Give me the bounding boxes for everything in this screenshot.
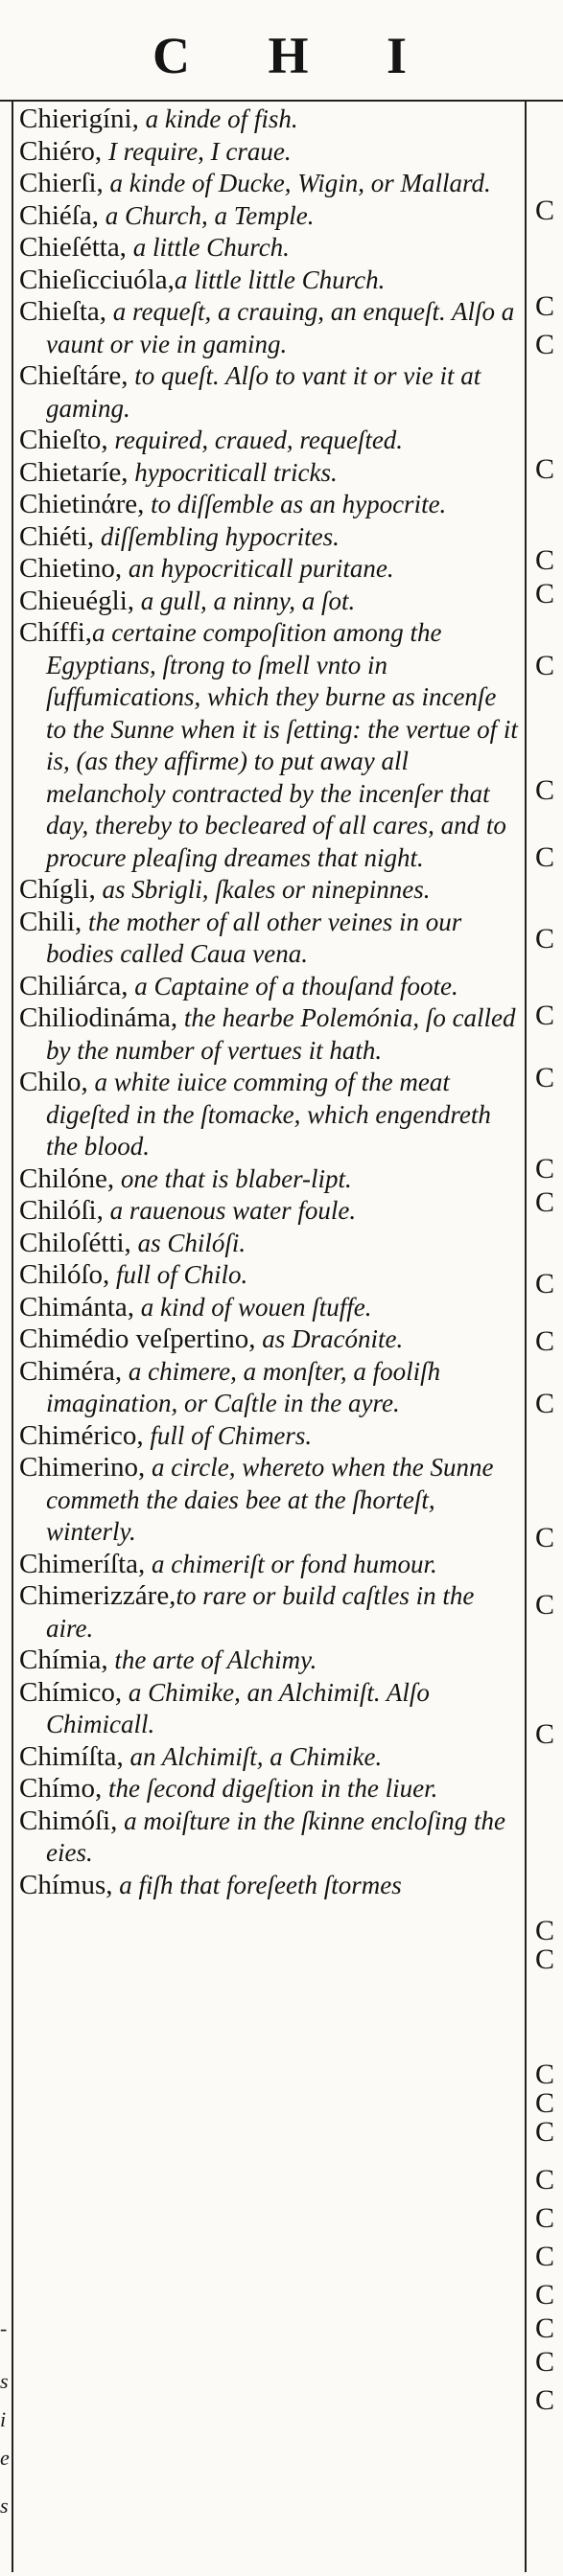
column-rule-right bbox=[525, 102, 527, 2572]
entry-definition: as Sbrigli, ſkales or ninepinnes. bbox=[95, 875, 431, 904]
entry-headword: Chiliárca, bbox=[19, 970, 129, 1001]
dictionary-entry bbox=[19, 1580, 518, 1644]
entry-headword: Chietino, bbox=[19, 553, 123, 584]
entry-headword: Chietinάre, bbox=[19, 489, 145, 519]
right-margin-letter: C bbox=[535, 2384, 555, 2416]
entry-definition: I require, I craue. bbox=[102, 136, 292, 166]
dictionary-entry bbox=[19, 521, 518, 554]
entry-headword: Chímo, bbox=[19, 1773, 103, 1804]
right-margin-letter: C bbox=[535, 578, 555, 610]
right-margin-letter: C bbox=[535, 2241, 555, 2272]
entry-headword: Chimíſta, bbox=[19, 1740, 124, 1772]
entry-definition: as Chilóſi. bbox=[130, 1228, 246, 1257]
left-margin-mark: s bbox=[0, 2369, 9, 2393]
entry-headword: Chiéro, bbox=[19, 135, 103, 167]
entry-headword: Chimánta, bbox=[19, 1291, 135, 1322]
dictionary-entry bbox=[19, 1549, 518, 1581]
dictionary-entry bbox=[19, 489, 518, 521]
dictionary-entry bbox=[19, 1259, 518, 1292]
right-margin-letter: C bbox=[535, 329, 555, 360]
entry-definition: full of Chimers. bbox=[143, 1420, 313, 1450]
dictionary-entry bbox=[19, 232, 518, 264]
right-margin-letter: C bbox=[535, 1915, 555, 1946]
right-margin-letter: C bbox=[535, 2087, 555, 2119]
left-margin-mark: s bbox=[0, 2494, 9, 2518]
entry-definition: a certaine compoſition among the Egyptians, ſtrong to ſmell vnto in ſuffumications, which they burne as incenſe to the Sunne when it is ſetting: the vertue of it is, (as they affirme) to put away all melancholy contracted by the incenſer that day, thereby to becleared of all cares, and to procure pleaſing dreames that night. bbox=[46, 618, 518, 872]
entry-definition: a kinde of fish. bbox=[138, 104, 298, 133]
entry-headword: Chiméra, bbox=[19, 1355, 123, 1387]
dictionary-entry bbox=[19, 425, 518, 457]
dictionary-entry bbox=[19, 104, 518, 136]
entry-definition: the mother of all other veines in our bodies called Caua vena. bbox=[46, 907, 462, 968]
entry-headword: Chimeríſta, bbox=[19, 1548, 146, 1579]
entry-headword: Chiloſétti, bbox=[19, 1227, 131, 1258]
right-margin-letter: C bbox=[535, 2116, 555, 2148]
right-margin-letter: C bbox=[535, 1589, 555, 1621]
entry-headword: Chierſi, bbox=[19, 168, 104, 198]
dictionary-entry bbox=[19, 617, 518, 874]
right-margin-letter: C bbox=[535, 1000, 555, 1031]
right-margin-letter: C bbox=[535, 2346, 555, 2378]
entry-definition: a fiſh that foreſeeth ſtormes bbox=[112, 1870, 402, 1899]
left-margin-mark: - bbox=[0, 2316, 8, 2340]
dictionary-entry bbox=[19, 907, 518, 971]
entry-definition: a little Church. bbox=[126, 233, 290, 262]
entry-definition: diſſembling hypocrites. bbox=[94, 521, 340, 551]
dictionary-entry bbox=[19, 1163, 518, 1196]
entry-definition: a chimeriſt or fond humour. bbox=[145, 1549, 437, 1578]
right-margin-letter: C bbox=[535, 1718, 555, 1750]
entry-definition: full of Chilo. bbox=[109, 1260, 248, 1289]
entry-definition: a rauenous water foule. bbox=[103, 1196, 357, 1225]
dictionary-entry bbox=[19, 971, 518, 1003]
right-margin-letter: C bbox=[535, 2279, 555, 2311]
left-margin-mark: e bbox=[0, 2446, 10, 2470]
right-margin-letter: C bbox=[535, 1944, 555, 1975]
dictionary-entry bbox=[19, 1870, 518, 1902]
entry-list bbox=[19, 104, 518, 1901]
right-margin-letter: C bbox=[535, 2202, 555, 2234]
entry-definition: a white iuice comming of the meat digeſted in the ſtomacke, which engendreth the blood. bbox=[46, 1068, 491, 1161]
entry-definition: to rare or build caſtles in the aire. bbox=[46, 1581, 475, 1643]
entry-definition: a Church, a Temple. bbox=[98, 200, 315, 230]
entry-headword: Chilóſo, bbox=[19, 1259, 110, 1290]
entry-headword: Chiéti, bbox=[19, 520, 95, 552]
entry-definition: to queſt. Alſo to vant it or vie it at gaming. bbox=[46, 361, 481, 423]
dictionary-entry bbox=[19, 200, 518, 233]
dictionary-entry bbox=[19, 1420, 518, 1453]
entry-definition: as Dracónite. bbox=[255, 1324, 404, 1353]
dictionary-entry bbox=[19, 1195, 518, 1228]
entry-definition: an Alchimiſt, a Chimike. bbox=[123, 1741, 383, 1771]
entry-headword: Chieſtáre, bbox=[19, 360, 129, 391]
entry-headword: Chimóſi, bbox=[19, 1805, 118, 1836]
right-margin-letter: C bbox=[535, 1062, 555, 1093]
entry-headword: Chilóne, bbox=[19, 1162, 115, 1194]
dictionary-entry bbox=[19, 457, 518, 490]
dictionary-entry bbox=[19, 1806, 518, 1870]
right-margin-letter: C bbox=[535, 1268, 555, 1300]
right-margin-letter: C bbox=[535, 1522, 555, 1553]
dictionary-entry bbox=[19, 296, 518, 360]
dictionary-entry bbox=[19, 1773, 518, 1806]
dictionary-entry bbox=[19, 553, 518, 586]
right-margin-letter: C bbox=[535, 2164, 555, 2196]
entry-headword: Chieuégli, bbox=[19, 585, 135, 616]
entry-headword: Chietaríe, bbox=[19, 456, 129, 488]
right-margin-letter: C bbox=[535, 2312, 555, 2344]
dictionary-entry bbox=[19, 1741, 518, 1774]
entry-headword: Chíffi, bbox=[19, 617, 92, 648]
entry-headword: Chimérico, bbox=[19, 1419, 144, 1451]
right-margin-letter: C bbox=[535, 774, 555, 806]
dictionary-entry bbox=[19, 874, 518, 907]
right-margin-letter: C bbox=[535, 841, 555, 873]
right-margin-letter: C bbox=[535, 923, 555, 954]
dictionary-entry bbox=[19, 168, 518, 200]
left-margin-mark: i bbox=[0, 2407, 7, 2431]
entry-definition: a moiſture in the ſkinne encloſing the eies. bbox=[46, 1806, 505, 1867]
entry-definition: a chimere, a monſter, a fooliſh imagination, or Caſtle in the ayre. bbox=[46, 1356, 441, 1417]
right-margin-letter: C bbox=[535, 195, 555, 226]
right-margin-letter: C bbox=[535, 453, 555, 485]
entry-headword: Chimédio veſpertino, bbox=[19, 1323, 256, 1354]
right-margin-letter: C bbox=[535, 290, 555, 322]
dictionary-entry bbox=[19, 1644, 518, 1677]
entry-headword: Chímus, bbox=[19, 1869, 113, 1900]
entry-definition: an hypocriticall puritane. bbox=[122, 554, 394, 583]
entry-headword: Chimerino, bbox=[19, 1452, 146, 1483]
column-rule-left bbox=[12, 102, 13, 2572]
entry-definition: a kinde of Ducke, Wigin, or Mallard. bbox=[103, 169, 491, 197]
entry-headword: Chieſta, bbox=[19, 296, 107, 327]
right-margin-letter: C bbox=[535, 650, 555, 681]
entry-headword: Chili, bbox=[19, 906, 82, 937]
running-title: C H I bbox=[152, 27, 439, 84]
entry-headword: Chieſicciuóla, bbox=[19, 264, 175, 295]
entry-definition: a Captaine of a thouſand foote. bbox=[128, 971, 458, 1000]
right-margin-letter: C bbox=[535, 1388, 555, 1419]
entry-definition: the arte of Alchimy. bbox=[107, 1645, 317, 1674]
dictionary-entry bbox=[19, 1067, 518, 1163]
entry-headword: Chilo, bbox=[19, 1067, 88, 1097]
dictionary-entry bbox=[19, 136, 518, 169]
dictionary-entry bbox=[19, 586, 518, 618]
right-margin-letter: C bbox=[535, 1325, 555, 1357]
right-margin-letter: C bbox=[535, 1153, 555, 1184]
entry-definition: a circle, whereto when the Sunne commeth the daies bee at the ſhorteſt, winterly. bbox=[46, 1453, 494, 1546]
entry-definition: required, craued, requeſted. bbox=[107, 426, 404, 454]
right-margin-letter: C bbox=[535, 544, 555, 576]
entry-headword: Chimerizzáre, bbox=[19, 1580, 176, 1611]
right-margin-letter: C bbox=[535, 2058, 555, 2090]
entry-headword: Chierigíni, bbox=[19, 104, 139, 134]
dictionary-entry bbox=[19, 1292, 518, 1324]
entry-definition: one that is blaber-lipt. bbox=[114, 1163, 352, 1193]
dictionary-entry bbox=[19, 1356, 518, 1420]
entry-headword: Chieſto, bbox=[19, 425, 108, 455]
dictionary-entry bbox=[19, 1002, 518, 1067]
entry-headword: Chiliodináma, bbox=[19, 1002, 178, 1033]
entry-definition: a gull, a ninny, a ſot. bbox=[134, 586, 356, 615]
entry-definition: a little little Church. bbox=[174, 264, 386, 294]
dictionary-entry bbox=[19, 1323, 518, 1356]
dictionary-entry bbox=[19, 1452, 518, 1549]
entry-headword: Chilóſi, bbox=[19, 1195, 104, 1226]
dictionary-entry bbox=[19, 1228, 518, 1260]
entry-headword: Chímico, bbox=[19, 1676, 123, 1708]
entry-definition: hypocriticall tricks. bbox=[128, 457, 338, 487]
entry-headword: Chímia, bbox=[19, 1644, 108, 1675]
entry-headword: Chieſétta, bbox=[19, 232, 127, 263]
entry-definition: to diſſemble as an hypocrite. bbox=[144, 490, 447, 518]
right-margin-letter: C bbox=[535, 1186, 555, 1218]
dictionary-entry bbox=[19, 1677, 518, 1741]
entry-headword: Chiéſa, bbox=[19, 199, 99, 231]
entry-definition: a kind of wouen ſtuffe. bbox=[134, 1292, 372, 1322]
entry-definition: a Chimike, an Alchimiſt. Alſo Chimicall. bbox=[46, 1677, 430, 1738]
entry-definition: the ſecond digeſtion in the liuer. bbox=[102, 1774, 438, 1803]
entry-definition: the hearbe Polemónia, ſo called by the number of vertues it hath. bbox=[46, 1003, 516, 1065]
entry-definition: a requeſt, a crauing, an enqueſt. Alſo a vaunt or vie in gaming. bbox=[46, 297, 515, 358]
dictionary-entry bbox=[19, 264, 518, 297]
dictionary-entry bbox=[19, 360, 518, 425]
entry-headword: Chígli, bbox=[19, 874, 96, 905]
